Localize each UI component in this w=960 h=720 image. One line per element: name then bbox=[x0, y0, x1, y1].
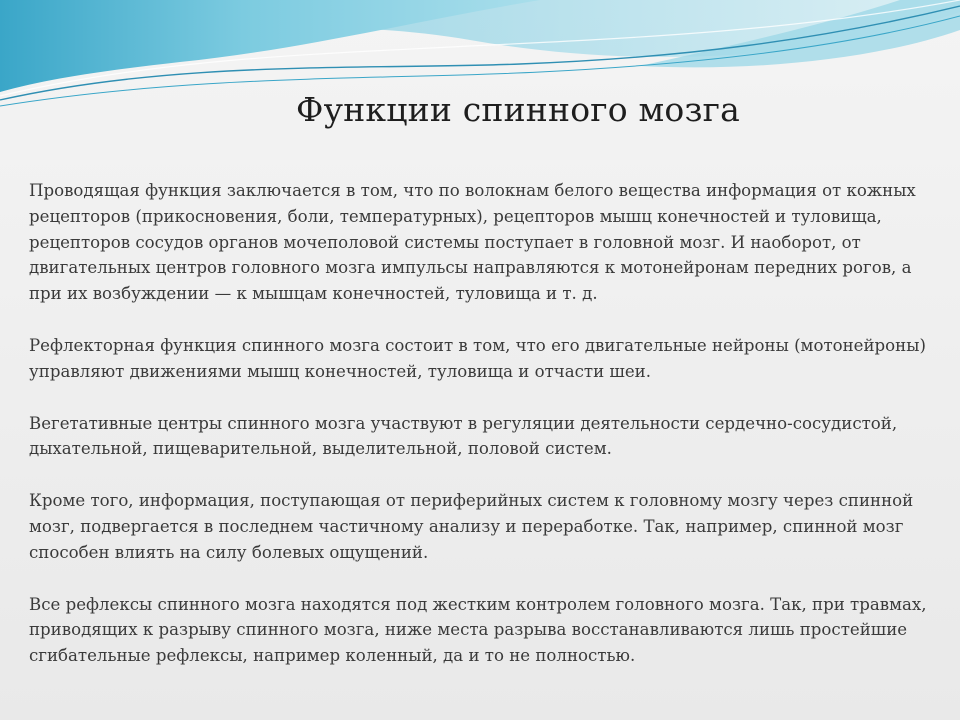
paragraph-vegetative: Вегетативные центры спинного мозга участвуют в регуляции деятельности сердечно-сосудистой, дыхательной, пищеварительной, выделительной, половой систем. bbox=[29, 413, 898, 459]
paragraph-analysis: Кроме того, информация, поступающая от периферийных систем к головному мозгу через спинной мозг, подвергается в последнем частичному анализу и переработке. Так, например, спинной мозг способен влиять на силу болевых ощущений. bbox=[29, 491, 914, 562]
slide-title: Функции спинного мозга bbox=[296, 90, 741, 129]
paragraph-conduction: Проводящая функция заключается в том, что по волокнам белого вещества информация от кожных рецепторов (прикосновения, боли, температурных), рецепторов мышц конечностей и туловища, рецепторов сосудов органов мочеполовой системы поступает в головной мозг. И наоборот, от двигательных центров головного мозга импульсы направляются к мотонейронам передних рогов, а при их возбуждении — к мышцам конечностей, туловища и т. д. bbox=[29, 181, 916, 304]
paragraph-control: Все рефлексы спинного мозга находятся под жестким контролем головного мозга. Так, при травмах, приводящих к разрыву спинного мозга, ниже места разрыва восстанавливаются лишь простейшие сгибательные рефлексы, например коленный, да и то не полностью. bbox=[29, 594, 927, 666]
slide-body bbox=[29, 178, 939, 695]
paragraph-reflex: Рефлекторная функция спинного мозга состоит в том, что его двигательные нейроны (мотонейроны) управляют движениями мышц конечностей, туловища и отчасти шеи. bbox=[29, 335, 926, 381]
